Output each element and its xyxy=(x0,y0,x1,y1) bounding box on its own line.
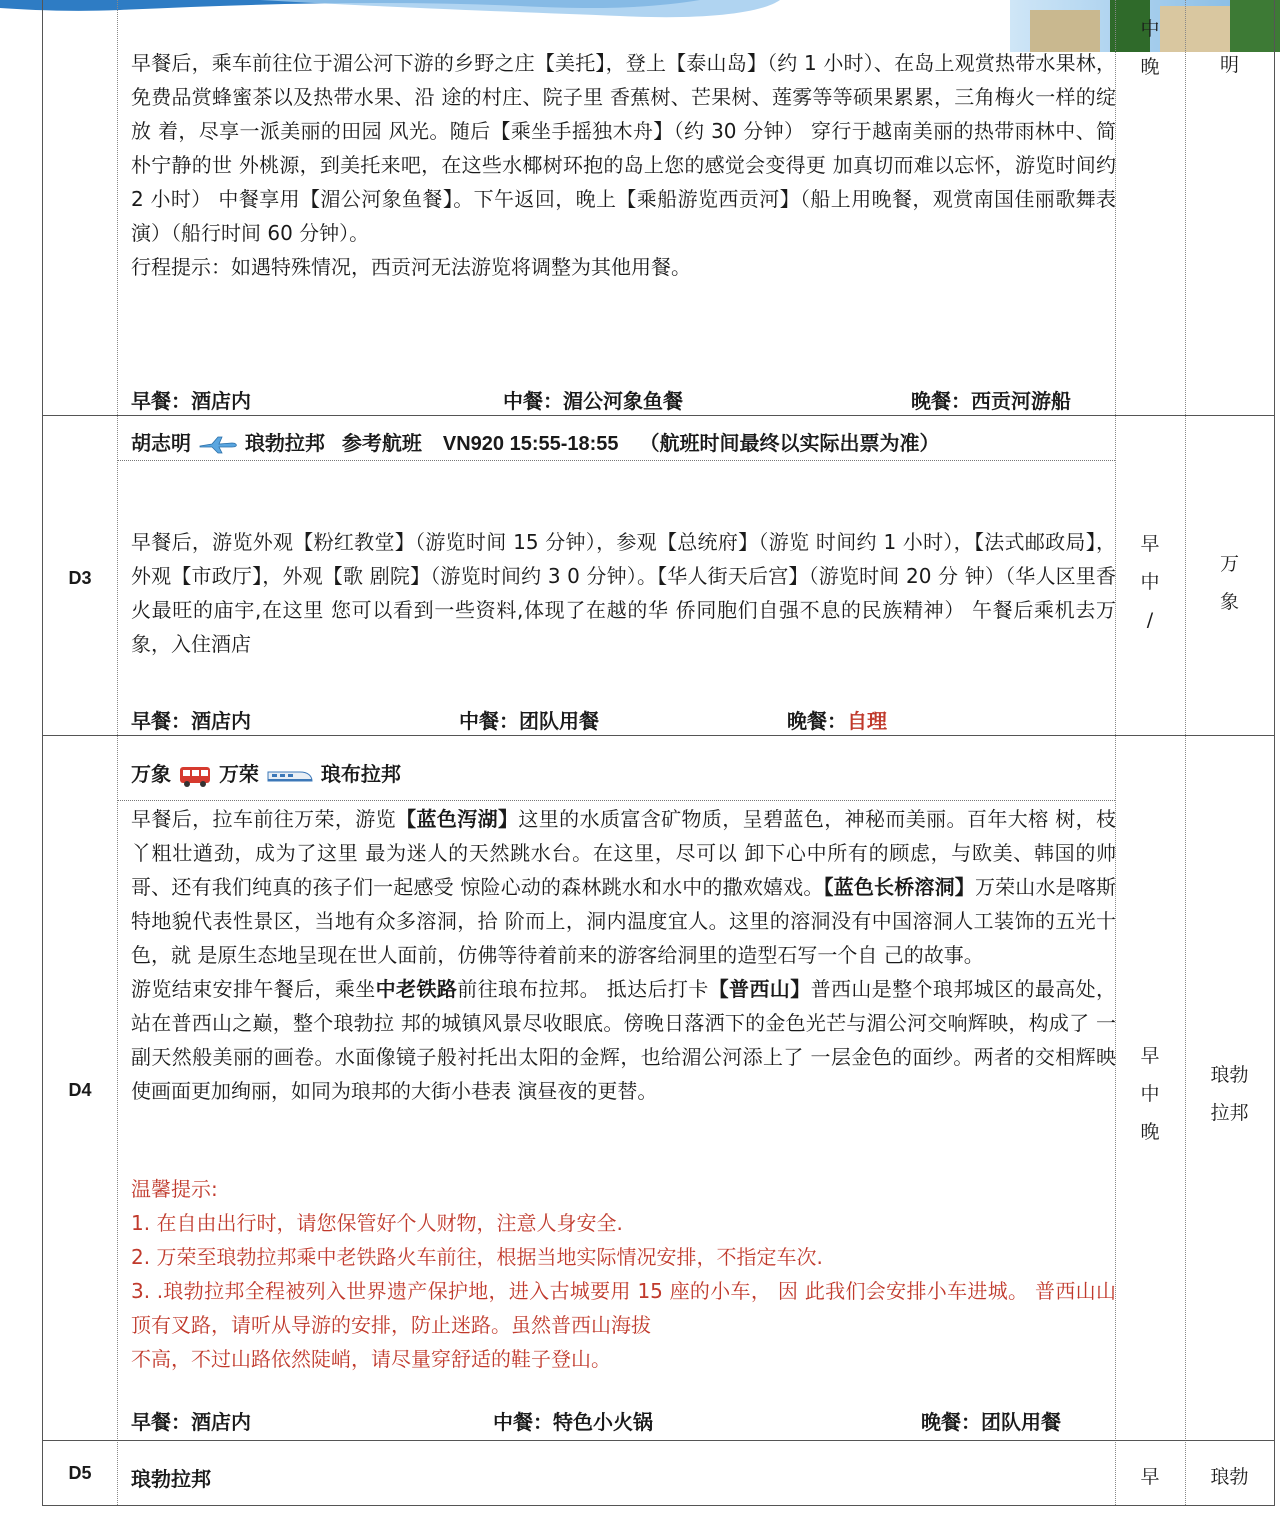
d4-p2-mid: 前往琅布拉邦。 抵达后打卡 xyxy=(457,977,709,1001)
d3-dinner-label: 晚餐： xyxy=(787,709,847,733)
d4-route xyxy=(131,758,401,788)
top-hotel-col: 明 xyxy=(1219,54,1239,76)
d3-meals-col xyxy=(1115,525,1185,639)
d3-meal-lunch-mark: 中 xyxy=(1140,571,1160,593)
d3-meals-row xyxy=(131,705,1116,735)
row-divider-d3 xyxy=(43,415,1274,416)
d3-route xyxy=(131,427,940,456)
d4-meals-row xyxy=(131,1406,1116,1436)
d4-p1-mid: 这里的水质富含矿物质，呈碧蓝色，神秘而美丽。百年大榕 树，枝丫粗壮遒劲，成为了这里 最为迷人的天然跳水台。在这里，尽可以 卸下心中所有的顾虑，与欧美、韩国的帅哥、还有我们纯真的孩子们一起感受 惊险心动的森林跳水和水中的撒欢嬉戏。 xyxy=(131,807,1117,899)
d4-p2-start: 游览结束安排午餐后，乘坐 xyxy=(131,977,376,1001)
row-divider-d3-route xyxy=(117,460,1115,461)
bus-icon xyxy=(178,764,212,788)
d3-hotel-col xyxy=(1185,545,1274,621)
d3-paragraph: 早餐后，游览外观【粉红教堂】（游览时间 15 分钟），参观【总统府】（游览 时间约 1 小时），【法式邮政局】，外观【市政厅】，外观【歌 剧院】（游览时间约 3 0 分钟）。【华人街天后宫】（游览时间 20 分 钟）（华人区里香火最旺的庙宇,在这里 您可以看到一些资料,体现了在越的华 侨同胞们自强不息的民族精神） 午餐后乘机去万象，入住酒店 xyxy=(131,530,1116,656)
top-meals-col: 中 晚 xyxy=(1140,18,1160,78)
d4-paragraph-1 xyxy=(131,802,1116,972)
d3-hotel-line-2: 象 xyxy=(1219,591,1239,613)
d4-p2-highlight-phousi: 【普西山】 xyxy=(708,977,811,1001)
d4-p2-highlight-railway: 中老铁路 xyxy=(375,977,458,1001)
d3-breakfast: 早餐：酒店内 xyxy=(131,709,251,733)
d4-p1-highlight-cave: 【蓝色长桥溶洞】 xyxy=(823,875,975,899)
d4-tip-3: 3. .琅勃拉邦全程被列入世界遗产保护地，进入古城要用 15 座的小车， 因 此我们会安排小车进城。 普西山山顶有叉路，请听从导游的安排，防止迷路。虽然普西山海拔 xyxy=(131,1279,1116,1337)
d5-meals-col: 早 xyxy=(1140,1466,1160,1488)
top-breakfast: 早餐：酒店内 xyxy=(131,389,251,413)
d4-p1-highlight-lagoon: 【蓝色泻湖】 xyxy=(396,807,519,831)
top-lunch: 中餐：湄公河象鱼餐 xyxy=(503,389,683,413)
d3-flight: VN920 15:55-18:55 xyxy=(442,433,619,455)
d5-hotel-col: 琅勃 xyxy=(1210,1466,1249,1488)
d3-dinner xyxy=(787,705,887,734)
row-divider-d4-route xyxy=(117,800,1115,801)
d4-hotel-col xyxy=(1185,1056,1274,1132)
top-meals-row xyxy=(131,385,1116,415)
col-divider-day xyxy=(117,0,118,1505)
d4-route-b: 万荣 xyxy=(218,762,259,786)
top-description xyxy=(131,46,1116,284)
col-divider-hotel xyxy=(1185,0,1186,1505)
d4-meal-breakfast-mark: 早 xyxy=(1140,1045,1160,1067)
d4-tip-4: 不高，不过山路依然陡峭，请尽量穿舒适的鞋子登山。 xyxy=(131,1347,611,1371)
d3-meal-breakfast-mark: 早 xyxy=(1140,533,1160,555)
d4-hotel-line-1: 琅勃 xyxy=(1210,1064,1249,1086)
airplane-icon xyxy=(198,435,238,455)
d4-route-c: 琅布拉邦 xyxy=(320,762,401,786)
d3-route-to: 琅勃拉邦 xyxy=(244,431,325,455)
top-paragraph-2: 行程提示：如遇特殊情况，西贡河无法游览将调整为其他用餐。 xyxy=(131,255,691,279)
d4-lunch: 中餐：特色小火锅 xyxy=(493,1410,653,1434)
d4-p1-start: 早餐后，拉车前往万荣，游览 xyxy=(131,807,397,831)
d4-hotel-line-2: 拉邦 xyxy=(1210,1102,1249,1124)
d4-tips xyxy=(131,1172,1116,1376)
d4-p1-end: 万荣山水是喀斯特地貌代表性景区，当地有众多溶洞，拾 阶而上，洞内温度宜人。这里的溶洞没有中国溶洞人工装饰的五光十色，就 是原生态地呈现在世人面前，仿佛等待着前来的游客给洞里的造型石写一个自 己的故事。 xyxy=(131,875,1117,967)
d3-hotel-line-1: 万 xyxy=(1219,553,1239,575)
day-label-d4: D4 xyxy=(68,1080,92,1100)
d4-breakfast: 早餐：酒店内 xyxy=(131,1410,251,1434)
d4-tip-1: 1. 在自由出行时，请您保管好个人财物，注意人身安全. xyxy=(131,1211,623,1235)
d4-p2-end: 普西山是整个琅邦城区的最高处，站在普西山之巅，整个琅勃拉 邦的城镇风景尽收眼底。傍晚日落洒下的金色光芒与湄公河交响辉映，构成了 一副天然般美丽的画卷。水面像镜子般衬托出太阳的金辉，也给湄公河添上了 一层金色的面纱。两者的交相辉映使画面更加绚丽，如同为琅邦的大街小巷表 演昼夜的更替。 xyxy=(131,977,1117,1103)
d3-lunch: 中餐：团队用餐 xyxy=(459,709,599,733)
d3-meal-dinner-mark: / xyxy=(1146,609,1154,631)
d4-description xyxy=(131,802,1116,1108)
d4-tip-2: 2. 万荣至琅勃拉邦乘中老铁路火车前往，根据当地实际情况安排，不指定车次. xyxy=(131,1245,823,1269)
d4-dinner: 晚餐：团队用餐 xyxy=(921,1410,1061,1434)
day-label-d3: D3 xyxy=(68,568,92,588)
d4-meals-col xyxy=(1115,1037,1185,1151)
d3-route-from: 胡志明 xyxy=(131,431,191,455)
d5-route: 琅勃拉邦 xyxy=(131,1467,211,1491)
d3-flight-note: （航班时间最终以实际出票为准） xyxy=(639,431,940,455)
d4-meal-dinner-mark: 晚 xyxy=(1140,1121,1160,1143)
d4-meal-lunch-mark: 中 xyxy=(1140,1083,1160,1105)
d3-dinner-value: 自理 xyxy=(847,709,887,733)
row-divider-d4 xyxy=(43,735,1274,736)
top-dinner: 晚餐：西贡河游船 xyxy=(911,389,1071,413)
top-paragraph-1: 早餐后，乘车前往位于湄公河下游的乡野之庄【美托】，登上【泰山岛】（约 1 小时）、在岛上观赏热带水果林，免费品赏蜂蜜茶以及热带水果、沿 途的村庄、院子里 香蕉树、芒果树、莲雾等等硕果累累，三角梅火一样的绽放 着，尽享一派美丽的田园 风光。随后【乘坐手摇独木舟】（约 30 分钟） 穿行于越南美丽的热带雨林中、简 朴宁静的世 外桃源，到美托来吧，在这些水椰树环抱的岛上您的感觉会变得更 加真切而难以忘怀，游览时间约 2 小时） 中餐享用【湄公河象鱼餐】。下午返回，晚上【乘船游览西贡河】（船上用晚餐，观赏南国佳丽歌舞表演）（船行时间 60 分钟）。 xyxy=(131,51,1116,245)
d3-route-note: 参考航班 xyxy=(341,431,422,455)
d4-route-a: 万象 xyxy=(131,762,171,786)
day-label-d5: D5 xyxy=(68,1463,92,1483)
train-icon xyxy=(266,766,314,786)
row-divider-d5 xyxy=(43,1440,1274,1441)
itinerary-table xyxy=(42,0,1275,1506)
d4-paragraph-2 xyxy=(131,972,1116,1108)
d3-description xyxy=(131,525,1116,661)
d4-tips-title: 温馨提示: xyxy=(131,1177,218,1201)
